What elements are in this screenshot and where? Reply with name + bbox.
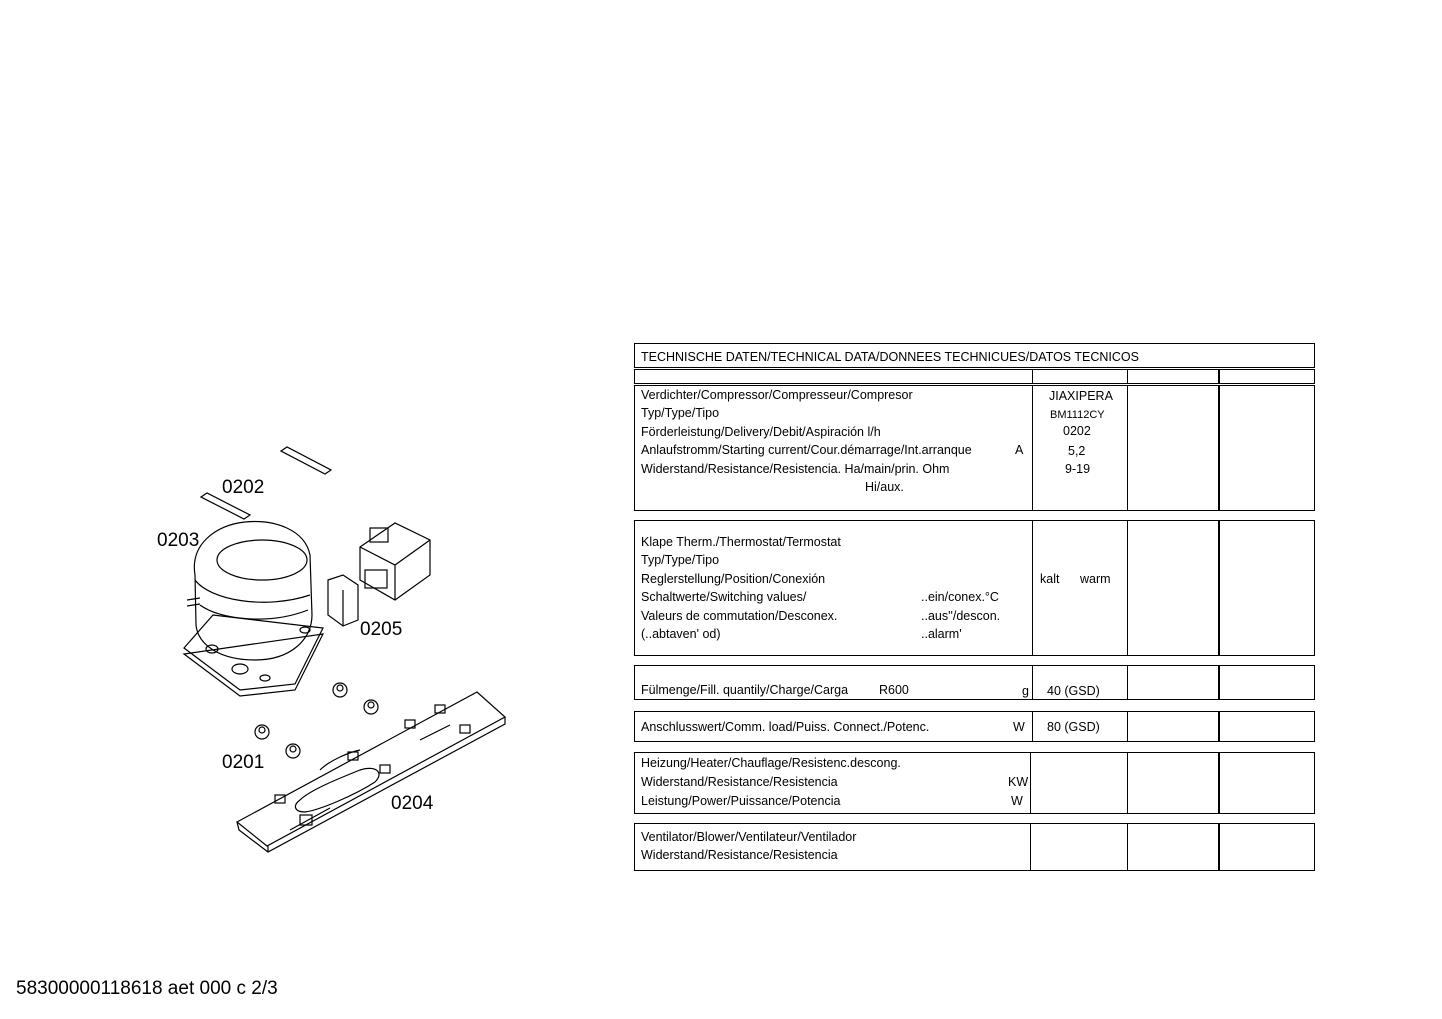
blower-row-resistance: Widerstand/Resistance/Resistencia bbox=[641, 848, 838, 862]
col-divider bbox=[1032, 711, 1033, 742]
col-divider bbox=[1127, 711, 1128, 742]
col-divider bbox=[1127, 520, 1128, 656]
heater-row-resistance: Widerstand/Resistance/Resistencia bbox=[641, 775, 838, 789]
compressor-unit-a: A bbox=[1015, 443, 1024, 457]
thermostat-row-title: Klape Therm./Thermostat/Termostat bbox=[641, 535, 841, 549]
table-subheader-row bbox=[634, 369, 1315, 384]
thermostat-kalt: kalt bbox=[1040, 572, 1060, 586]
col-divider bbox=[1127, 369, 1128, 384]
compressor-value-delivery: 0202 bbox=[1063, 424, 1091, 438]
heater-row-power: Leistung/Power/Puissance/Potencia bbox=[641, 794, 841, 808]
col-divider bbox=[1127, 752, 1128, 814]
col-divider bbox=[1218, 369, 1220, 384]
col-divider bbox=[1127, 665, 1128, 700]
part-label-0202: 0202 bbox=[222, 477, 265, 498]
col-divider bbox=[1218, 752, 1220, 814]
compressor-row-aux: Hi/aux. bbox=[865, 480, 904, 494]
col-divider bbox=[1032, 369, 1033, 384]
col-divider bbox=[1032, 665, 1033, 700]
thermostat-row-abtaven: (..abtaven' od) bbox=[641, 627, 721, 641]
col-divider bbox=[1218, 665, 1220, 700]
compressor-shape bbox=[184, 522, 323, 696]
load-label: Anschlusswert/Comm. load/Puiss. Connect./Potenc. bbox=[641, 720, 930, 734]
nuts-shape bbox=[255, 683, 378, 758]
col-divider bbox=[1127, 385, 1128, 511]
part-label-0201: 0201 bbox=[222, 752, 265, 773]
heater-unit-kw: KW bbox=[1008, 775, 1029, 789]
gasket-plate-1 bbox=[281, 447, 331, 474]
thermostat-row-switching: Schaltwerte/Switching values/ bbox=[641, 590, 807, 604]
col-divider bbox=[1218, 711, 1220, 742]
col-divider bbox=[1032, 385, 1033, 511]
thermostat-row-position: Reglerstellung/Position/Conexión bbox=[641, 572, 826, 586]
col-divider bbox=[1218, 385, 1220, 511]
compressor-row-starting-current: Anlaufstromm/Starting current/Cour.démarrage/Int.arranque bbox=[641, 443, 972, 457]
fill-refrigerant: R600 bbox=[879, 683, 909, 697]
thermostat-row-type: Typ/Type/Tipo bbox=[641, 553, 720, 567]
table-header-title: TECHNISCHE DATEN/TECHNICAL DATA/DONNEES TECHNICUES/DATOS TECNICOS bbox=[641, 350, 1139, 364]
compressor-row-delivery: Förderleistung/Delivery/Debit/Aspiración l/h bbox=[641, 425, 881, 439]
heater-unit-w: W bbox=[1011, 794, 1023, 808]
compressor-row-type: Typ/Type/Tipo bbox=[641, 406, 720, 420]
part-label-0204: 0204 bbox=[391, 793, 434, 814]
thermostat-sub-alarm: ..alarm' bbox=[921, 627, 962, 641]
col-divider bbox=[1218, 520, 1220, 656]
col-divider bbox=[1032, 520, 1033, 656]
col-divider bbox=[1030, 752, 1031, 814]
col-divider bbox=[1030, 823, 1031, 871]
load-value: 80 (GSD) bbox=[1047, 720, 1100, 734]
col-divider bbox=[1218, 823, 1220, 871]
part-label-0203: 0203 bbox=[157, 530, 200, 551]
fill-unit: g bbox=[1022, 684, 1029, 698]
mounting-rail-shape bbox=[237, 692, 505, 852]
compressor-row-resistance: Widerstand/Resistance/Resistencia. Ha/main/prin. Ohm bbox=[641, 462, 950, 476]
fill-value: 40 (GSD) bbox=[1047, 684, 1100, 698]
compressor-value-current: 5,2 bbox=[1068, 444, 1086, 458]
thermostat-sub-ein: ..ein/conex.°C bbox=[921, 590, 999, 604]
document-footer: 58300000118618 aet 000 c 2/3 bbox=[16, 978, 278, 999]
blower-row-title: Ventilator/Blower/Ventilateur/Ventilador bbox=[641, 830, 857, 844]
col-divider bbox=[1127, 823, 1128, 871]
compressor-value-resistance: 9-19 bbox=[1065, 462, 1091, 476]
thermostat-row-valeurs: Valeurs de commutation/Desconex. bbox=[641, 609, 838, 623]
load-unit: W bbox=[1013, 720, 1025, 734]
heater-row-title: Heizung/Heater/Chauflage/Resistenc.descong. bbox=[641, 756, 901, 770]
compressor-row-title: Verdichter/Compressor/Compresseur/Compresor bbox=[641, 388, 913, 402]
fill-label: Fülmenge/Fill. quantily/Charge/Carga bbox=[641, 683, 849, 697]
relay-cover-shape bbox=[328, 523, 430, 626]
thermostat-sub-aus: ..aus''/descon. bbox=[921, 609, 1001, 623]
compressor-value-make: JIAXIPERA bbox=[1049, 389, 1113, 403]
part-label-0205: 0205 bbox=[360, 619, 403, 640]
compressor-value-type: BM1112CY bbox=[1050, 409, 1105, 421]
thermostat-warm: warm bbox=[1080, 572, 1111, 586]
